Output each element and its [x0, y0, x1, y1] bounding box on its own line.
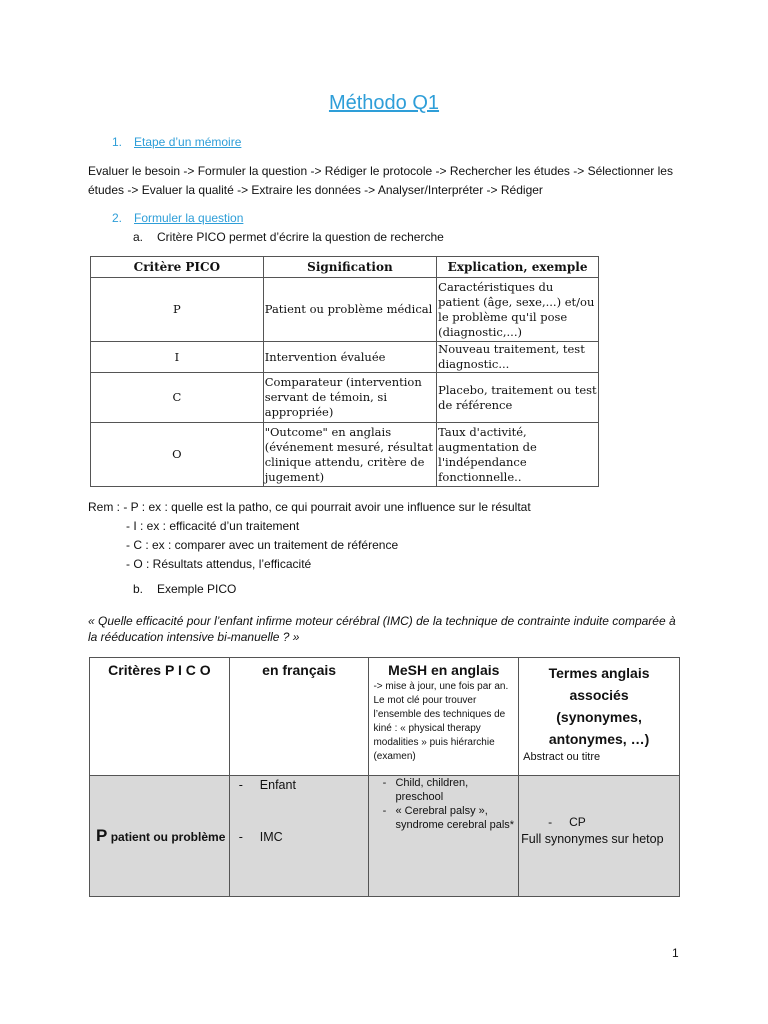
pico-cell: I — [91, 342, 264, 373]
criteria-label: patient ou problème — [110, 830, 226, 844]
section-label: Formuler la question — [134, 211, 244, 225]
criteria-header: Termes anglais associés (synonymes, antonymes, …) — [548, 665, 650, 747]
french-term: - Enfant — [238, 778, 296, 792]
associated-terms-cell — [519, 776, 680, 897]
pico-cell: Comparateur (intervention servant de témoin, si appropriée) — [263, 373, 436, 423]
remark-line: Rem : - P : ex : quelle est la patho, ce qui pourrait avoir une influence sur le résultat — [88, 500, 531, 514]
pico-header-row — [91, 257, 599, 278]
pico-row — [91, 342, 599, 373]
criteria-row-p — [90, 776, 680, 897]
associated-term: - CP — [548, 814, 586, 829]
pico-header: Critère PICO — [91, 257, 264, 278]
subsection-number: b. — [133, 582, 144, 596]
section-heading-1 — [112, 135, 241, 149]
criteria-header-cell — [519, 658, 680, 776]
criteria-letter: P — [96, 826, 108, 845]
criteria-row-label — [90, 776, 230, 897]
steps-paragraph: Evaluer le besoin -> Formuler la question -> Rédiger le protocole -> Rechercher les études -> Sélectionner les études -> Evaluer la qualité -> Extraire les données -> Analyser/Interpréter -> Rédiger — [88, 164, 673, 197]
remark-line: - O : Résultats attendus, l’efficacité — [126, 557, 312, 571]
pico-row — [91, 373, 599, 423]
mesh-terms-cell — [369, 776, 519, 897]
research-question-quote: « Quelle efficacité pour l’enfant infirme moteur cérébral (IMC) de la technique de contrainte induite comparée à la rééducation intensive bi-manuelle ? » — [88, 614, 676, 644]
criteria-header-cell — [90, 658, 230, 776]
pico-cell: "Outcome" en anglais (événement mesuré, résultat clinique attendu, critère de jugement) — [263, 423, 436, 487]
french-terms-cell — [229, 776, 369, 897]
criteria-header-cell — [229, 658, 369, 776]
mesh-term: - Child, children, preschool — [382, 777, 469, 803]
criteria-header-cell — [369, 658, 519, 776]
pico-cell: Patient ou problème médical — [263, 278, 436, 342]
page-title: Méthodo Q1 — [328, 92, 440, 114]
criteria-header-note: Abstract ou titre — [523, 751, 601, 763]
criteria-table — [89, 657, 680, 897]
section-number: 2. — [112, 211, 123, 225]
pico-header: Signification — [263, 257, 436, 278]
section-label: Etape d’un mémoire — [134, 135, 242, 149]
section-number: 1. — [112, 135, 123, 149]
mesh-term: - « Cerebral palsy », syndrome cerebral pals* — [382, 805, 515, 831]
subsection-b — [133, 582, 236, 596]
pico-header: Explication, exemple — [437, 257, 599, 278]
remark-line: - C : ex : comparer avec un traitement de référence — [126, 538, 399, 552]
pico-cell: Placebo, traitement ou test de référence — [437, 373, 599, 423]
subsection-number: a. — [133, 230, 144, 244]
pico-cell: O — [91, 423, 264, 487]
pico-cell: Caractéristiques du patient (âge, sexe,...) et/ou le problème qu'il pose (diagnostic,...) — [437, 278, 599, 342]
pico-cell: Taux d'activité, augmentation de l'indépendance fonctionnelle.. — [437, 423, 599, 487]
pico-cell: Intervention évaluée — [263, 342, 436, 373]
pico-cell: C — [91, 373, 264, 423]
criteria-header-note: -> mise à jour, une fois par an. Le mot clé pour trouver l’ensemble des techniques de kiné : « physical therapy modalities » puis hiérarchie (examen) — [373, 681, 509, 762]
pico-cell: Nouveau traitement, test diagnostic... — [437, 342, 599, 373]
remarks-block — [88, 498, 531, 574]
pico-row — [91, 423, 599, 487]
criteria-header-row — [90, 658, 680, 776]
section-heading-2 — [112, 211, 243, 225]
subsection-label: Exemple PICO — [157, 582, 237, 596]
criteria-header: Critères P I C O — [108, 662, 211, 678]
associated-note: Full synonymes sur hetop — [521, 831, 664, 846]
pico-cell: P — [91, 278, 264, 342]
subsection-label: Critère PICO permet d’écrire la question de recherche — [157, 230, 444, 244]
remark-line: - I : ex : efficacité d’un traitement — [126, 519, 300, 533]
page-number: 1 — [672, 946, 679, 960]
french-term: - IMC — [238, 830, 283, 844]
pico-row — [91, 278, 599, 342]
criteria-header: MeSH en anglais — [388, 662, 500, 678]
pico-table — [90, 256, 599, 487]
criteria-header: en français — [262, 662, 337, 678]
subsection-a — [133, 230, 444, 244]
